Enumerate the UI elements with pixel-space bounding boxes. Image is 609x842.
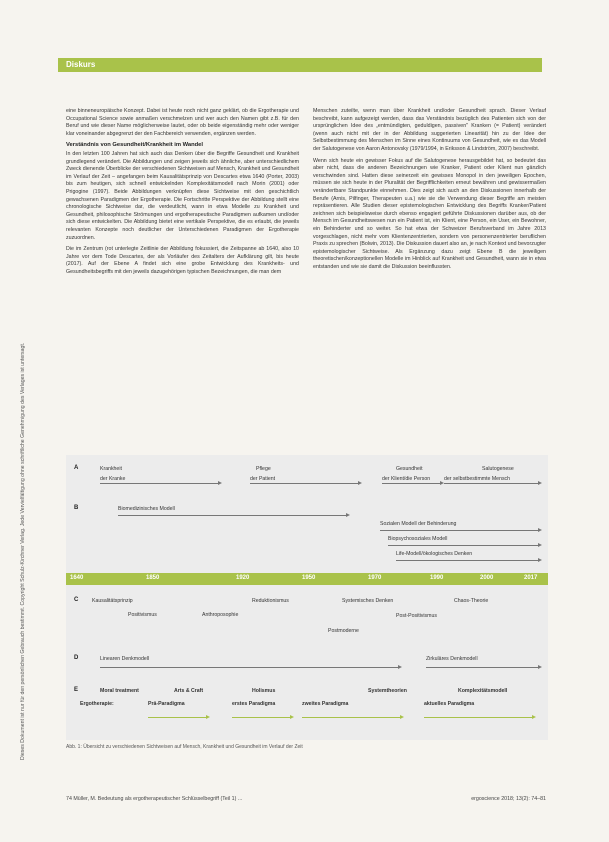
row-c-item: Post-Positivismus: [396, 613, 437, 619]
row-b-item: Life-Modell/ökologisches Denken: [396, 551, 473, 557]
row-c-item: Reduktionismus: [252, 598, 289, 604]
paradigm-arrow: [148, 717, 208, 718]
row-a-item: Krankheit: [100, 466, 122, 472]
row-arrow: [396, 560, 540, 561]
row-e-item: Komplexitätsmodell: [458, 688, 508, 694]
figure-row-a: [66, 463, 548, 493]
page-footer: [66, 796, 546, 802]
section-title: Diskurs: [66, 60, 96, 69]
body-paragraph: In den letzten 100 Jahren hat sich auch das Denken über die Begriffe Gesundheit und Krankheit grundlegend verändert. Die Abbildungen und zeigen jeweils sich ähnliche, aber unterschiedlichem Zweck dienende Überblicke der verschiedenen Sichtweisen auf Mensch, Krankheit und Gesundheit im Verlauf der Zeit – angefangen beim Kausalitätsprinzip von Descartes etwa 1640 (Porter, 2003) bis zum heutigen, sich schnell entwickelnden Komplexitätsmodell nach Morin (2001) oder Prigogine (1997). Beide Abbildungen verknüpfen diese Sichtweise mit den geschichtlich gewachsenen Paradigmen der Ergotherapie. Die Fortschritte Perspektive der Abbildung stellt eine chronologische Sichtweise dar, die verdeutlicht, wann in etwa Modelle zu Krankheit und Gesundheit, philosophische Strömungen und ergotherapeutische Paradigmen aufkamen und/oder sich diese entwickelten. Die Abbildung bietet eine vertikale Perspektive, die es erlaubt, die jeweils relevanten Konzepte noch deutlicher der Unterschiedenen Paradigmen der Ergotherapie zuzuordnen.: [66, 150, 299, 241]
row-arrow: [118, 515, 348, 516]
paradigm-item: zweites Paradigma: [302, 701, 349, 707]
row-label: C: [74, 597, 79, 603]
row-e-item: Arts & Craft: [174, 688, 204, 694]
figure-row-c: [66, 595, 548, 645]
row-label: A: [74, 465, 79, 471]
footer-citation: 74 Müller, M. Bedeutung als ergotherapeutischer Schlüsselbegriff (Teil 1) ...: [66, 796, 243, 802]
row-arrow: [100, 483, 220, 484]
row-c-item: Systemisches Denken: [342, 598, 394, 604]
row-d-item: Zirkuläres Denkmodell: [426, 656, 478, 662]
row-e-item: Holismus: [252, 688, 276, 694]
row-e2-label: Ergotherapie:: [80, 701, 114, 707]
paradigm-arrow: [424, 717, 534, 718]
row-arrow: [388, 545, 540, 546]
row-a-item: Salutogenese: [482, 466, 514, 472]
copyright-sidebar: [2, 60, 44, 800]
timeline-year: 1970: [368, 575, 382, 581]
timeline-year: 1640: [70, 575, 84, 581]
row-e-item: Systemtheorien: [368, 688, 407, 694]
row-arrow: [382, 483, 442, 484]
figure-caption: Abb. 1: Übersicht zu verschiedenen Sichtweisen auf Mensch, Krankheit und Gesundheit im Verlauf der Zeit: [66, 744, 303, 750]
row-c-item: Postmoderne: [328, 628, 359, 634]
row-arrow: [426, 667, 540, 668]
row-b-item: Biomedizinisches Modell: [118, 506, 175, 512]
row-a-item: Pflege: [256, 466, 271, 472]
figure-row-e: [66, 685, 548, 733]
row-label: E: [74, 687, 79, 693]
body-paragraph: Wenn sich heute ein gewisser Fokus auf die Salutogenese herausgebildet hat, so bedeutet das aber nicht, dass die anderen Bezeichnungen wie Kranker, Patient oder Klient nun gänzlich verschwinden sind. Hatten diese seinerzeit ein gewisses Monopol in den jeweiligen Epochen, müssen sie sich heute in der Pluralität der Begrifflichkeiten erneut bewähren und gewissermaßen verändertbare Standpunkte einnehmen. Dies zeigt sich auch an den Diskussionen innerhalb der Berufe (Arnis, Pilfinger, Therapeuten u.a.) wie sie die Verwendung dieser Begriffe am meisten repräsentieren. Alle Studien dieser epistemologischen Entwicklung des Begriffs Kranker/Patient zeichnen sich beispielsweise durch ebenso engagiert geführte Diskussionen darüber aus, ob der Mensch im Gesundheitswesen nun ein Patient ist, ein Klient, eine Person, ein User, ein Bewohner, ein Behinderter und so weiter. So hat etwa der Schweizer Berufsverband im Jahre 2013 vorgeschlagen, nicht mehr vom Klientenzentrierten, sondern von personenzentrierter beruflichen Praxis zu sprechen (Bolwin, 2013). Die Diskussion dauert also an, je nach Kontext und bevorzugter epistemologischer Sichtweise. Als Ergänzung dazu zeigt Ebene B die jeweiligen theoretischen/konzeptionellen Modelle im Hinblick auf Krankheit und Gesundheit, wann sie in etwa entstanden und wie sie damit die Diskussion beeinflussten.: [313, 157, 546, 270]
paradigm-item: Prä-Paradigma: [148, 701, 185, 707]
body-paragraph: Menschen zuteilte, wenn man über Krankheit und/oder Gesundheit sprach. Dieser Verlauf beschreibt, kann aufgezeigt werden, dass das Verständnis bezüglich des Patienten sich von der ursprünglichen Idee des „entmündigten, geduldigen, passiven" Kranken (= Patient) verändert (wenn auch nicht mit der in der Abbildung suggerierten Linearität) hin zu der Idee der Selbstbestimmung des Menschen im Sinne eines Kontinuums von Gesundheit, wie es das Modell der Salutogenese von Aaron Antonovsky (1979/1994, in Eriksson & Lindström, 2007) beschreibt.: [313, 108, 546, 152]
row-b-item: Biopsychosoziales Modell: [388, 536, 448, 542]
row-b-item: Sozialen Modell der Behinderung: [380, 521, 457, 527]
row-d-item: Linearen Denkmodell: [100, 656, 150, 662]
row-c-item: Chaos-Theorie: [454, 598, 489, 604]
footer-journal: ergoscience 2018; 13(2): 74–81: [471, 796, 546, 802]
row-arrow: [444, 483, 540, 484]
figure-row-d: [66, 653, 548, 673]
right-column: [313, 108, 546, 275]
row-a-item: der Patient: [250, 476, 276, 482]
row-c-item: Positivismus: [128, 612, 157, 618]
row-label: D: [74, 655, 79, 661]
paradigm-item: aktuelles Paradigma: [424, 701, 475, 707]
timeline-year: 1850: [146, 575, 160, 581]
paradigm-arrow: [232, 717, 292, 718]
section-heading: Verständnis von Gesundheit/Krankheit im Wandel: [66, 142, 204, 149]
row-label: B: [74, 505, 79, 511]
section-header: [58, 58, 542, 72]
copyright-note: Dieses Dokument ist nur für den persönlichen Gebrauch bestimmt. Copyright Schulz-Kirchner Verlag. Jede Vervielfältigung ohne schriftliche Genehmigung des Verlages ist untersagt.: [20, 342, 26, 760]
body-paragraph: Die im Zentrum (rot unterlegte Zeitlinie der Abbildung fokussiert, die Zeitspanne ab 1640, also 10 Jahre vor dem Tode Descartes, der als Vorläufer des Zeitalters der Aufklärung gilt, bis heute (2017). Auf der Ebene A findet sich eine grobe Entwicklung des Krankheits- und Gesundheitsbegriffs mit den jeweils dazugehörigen typischen Bezeichnungen, die man dem: [66, 246, 299, 275]
paradigm-item: erstes Paradigma: [232, 701, 276, 707]
row-arrow: [250, 483, 360, 484]
row-c-item: Anthroposophie: [202, 612, 239, 618]
timeline-year: 1920: [236, 575, 250, 581]
timeline-bar: [66, 573, 548, 585]
row-a-item: Gesundheit: [396, 466, 423, 472]
left-column: [66, 108, 299, 280]
figure-timeline: [66, 455, 548, 740]
timeline-year: 2000: [480, 575, 494, 581]
row-arrow: [100, 667, 400, 668]
paradigm-arrow: [302, 717, 402, 718]
row-a-item: der Kranke: [100, 476, 126, 482]
row-a-item: der selbstbestimmte Mensch: [444, 476, 511, 482]
row-arrow: [380, 530, 540, 531]
row-a-item: der Klient/die Person: [382, 476, 431, 482]
timeline-year: 2017: [524, 575, 538, 581]
timeline-year: 1990: [430, 575, 444, 581]
figure-row-b: [66, 503, 548, 567]
intro-paragraph: eine binneneuropäische Konzept. Dabei ist heute noch nicht ganz geklärt, ob die Ergotherapie und Occupational Science sowie anmaßen verschmelzen und wer auch den Namen gibt z.B. für den Beruf und wie dieser Name möglicherweise lautet, oder ob beide eigenständig mehr oder weniger klar voneinander abgegrenzt der den Fachbereich verwenden, ergänzen werden.: [66, 108, 299, 137]
row-c-item: Kausalitätsprinzip: [92, 598, 133, 604]
timeline-year: 1950: [302, 575, 316, 581]
row-e-item: Moral treatment: [100, 688, 139, 694]
